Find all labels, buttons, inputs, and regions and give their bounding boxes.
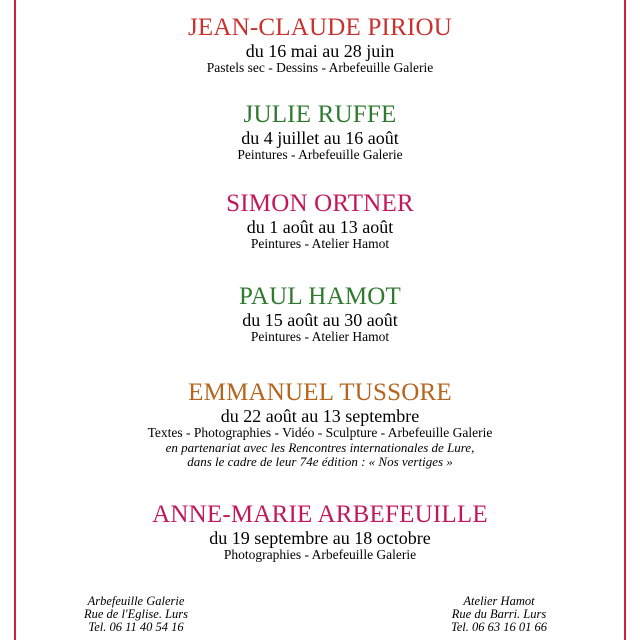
venue-phone: Tel. 06 63 16 01 66 xyxy=(450,620,548,634)
address-atelier-hamot xyxy=(419,595,579,634)
event-anne-marie-arbefeuille xyxy=(20,501,620,563)
event-dates: du 1 août au 13 août xyxy=(246,217,394,237)
event-dates: du 19 septembre au 18 octobre xyxy=(209,528,431,548)
event-emmanuel-tussore xyxy=(20,379,620,469)
event-details: Textes - Photographies - Vidéo - Sculpture - Arbefeuille Galerie xyxy=(147,425,493,440)
artist-name: SIMON ORTNER xyxy=(226,190,414,217)
venue-name: Arbefeuille Galerie xyxy=(87,594,185,608)
artist-name: PAUL HAMOT xyxy=(239,283,401,310)
venue-street: Rue de l'Eglise. Lurs xyxy=(83,607,189,621)
right-border-line xyxy=(624,0,626,640)
address-arbefeuille-galerie xyxy=(56,595,216,634)
artist-name: EMMANUEL TUSSORE xyxy=(188,379,452,406)
event-paul-hamot xyxy=(20,283,620,345)
event-details: Pastels sec - Dessins - Arbefeuille Galerie xyxy=(206,60,434,75)
event-dates: du 16 mai au 28 juin xyxy=(245,41,395,61)
event-jean-claude-piriou xyxy=(20,14,620,76)
artist-name: ANNE-MARIE ARBEFEUILLE xyxy=(152,501,488,528)
partnership-note-line-2: dans le cadre de leur 74e édition : « Nos vertiges » xyxy=(187,454,453,469)
artist-name: JULIE RUFFE xyxy=(243,101,397,128)
event-simon-ortner xyxy=(20,190,620,252)
event-details: Peintures - Atelier Hamot xyxy=(250,329,390,344)
partnership-note-line-1: en partenariat avec les Rencontres internationales de Lure, xyxy=(165,440,475,455)
event-details: Photographies - Arbefeuille Galerie xyxy=(223,547,417,562)
left-border-line xyxy=(14,0,16,640)
event-dates: du 22 août au 13 septembre xyxy=(220,406,420,426)
venue-phone: Tel. 06 11 40 54 16 xyxy=(88,620,184,634)
venue-name: Atelier Hamot xyxy=(463,594,535,608)
artist-name: JEAN-CLAUDE PIRIOU xyxy=(187,14,452,41)
event-details: Peintures - Arbefeuille Galerie xyxy=(237,147,403,162)
event-dates: du 15 août au 30 août xyxy=(242,310,398,330)
event-details: Peintures - Atelier Hamot xyxy=(250,236,390,251)
venue-street: Rue du Barri. Lurs xyxy=(451,607,547,621)
event-dates: du 4 juillet au 16 août xyxy=(241,128,399,148)
event-julie-ruffe xyxy=(20,101,620,163)
